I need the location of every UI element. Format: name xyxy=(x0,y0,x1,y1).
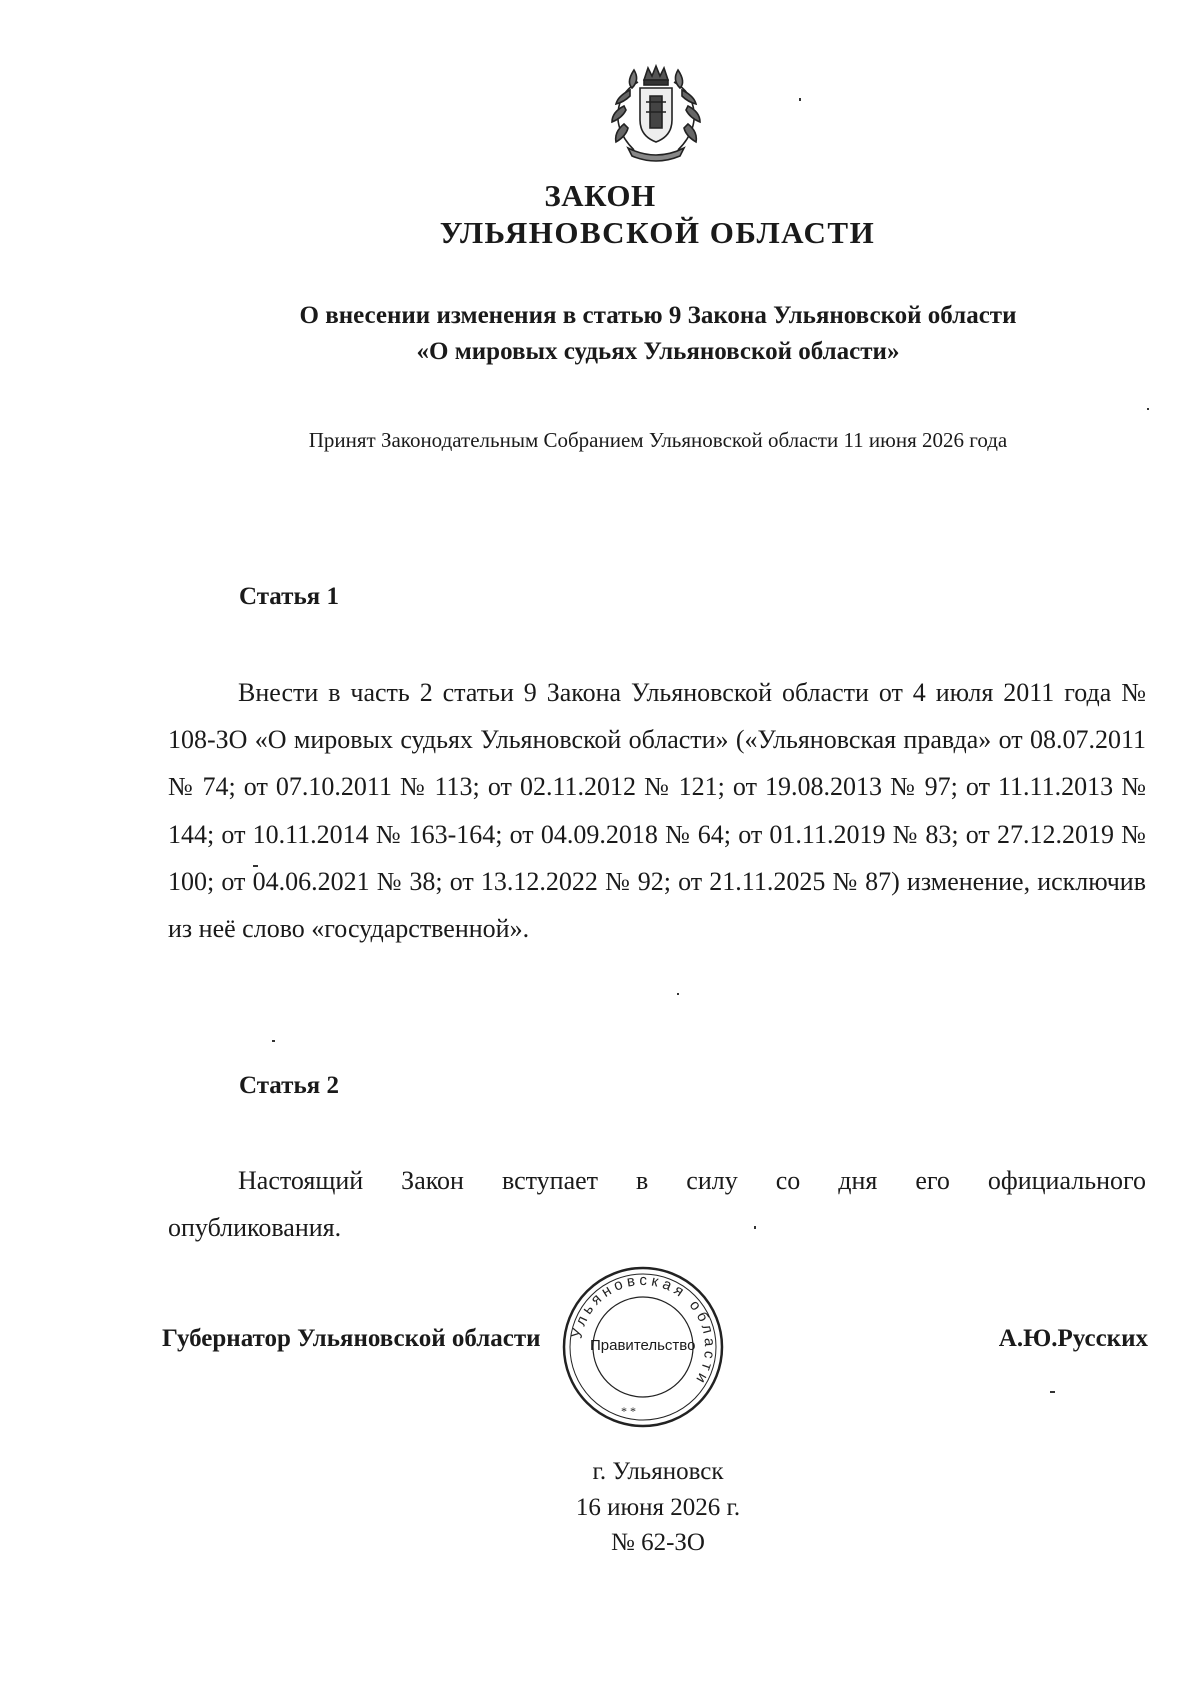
article2-text-line1: Настоящий Закон вступает в силу со дня его официального xyxy=(238,1166,1146,1195)
signatory-name: А.Ю.Русских xyxy=(998,1325,1148,1352)
scan-speck xyxy=(1050,1391,1055,1393)
article1-text: Внести в часть 2 статьи 9 Закона Ульяновской области от 4 июля 2011 года № 108-ЗО «О мировых судьях Ульяновской области» («Ульяновская правда» от 08.07.2011 № 74; от 07.10.2011 № 113; от 02.11.2012 № 121; от 19.08.2013 № 97; от 11.11.2013 № 144; от 10.11.2014 № 163-164; от 04.09.2018 № 64; от 01.11.2019 № 83; от 27.12.2019 № 100; от 04.06.2021 № 38; от 13.12.2022 № 92; от 21.11.2025 № 87) изменение, исключив из неё слово «государственной». xyxy=(168,678,1146,944)
scan-speck xyxy=(754,1226,756,1229)
coat-of-arms-icon xyxy=(590,62,722,164)
document-title-region: УЛЬЯНОВСКОЙ ОБЛАСТИ xyxy=(439,215,876,250)
svg-text:* *: * * xyxy=(621,1404,636,1418)
place-of-signing: г. Ульяновск xyxy=(592,1458,724,1485)
signatory-position: Губернатор Ульяновской области xyxy=(162,1325,541,1352)
scan-speck xyxy=(272,1040,275,1042)
law-number: № 62-ЗО xyxy=(610,1529,705,1556)
adoption-note: Принят Законодательным Собранием Ульяновской области 11 июня 2026 года xyxy=(308,428,1008,452)
law-title-line2: «О мировых судьях Ульяновской области» xyxy=(416,338,900,365)
signing-date: 16 июня 2026 г. xyxy=(575,1494,741,1521)
article2-text-line2: опубликования. xyxy=(168,1213,342,1243)
scan-speck xyxy=(799,98,801,101)
document-title: ЗАКОН xyxy=(544,178,656,213)
scan-speck xyxy=(253,865,258,867)
seal-ring-text: Ульяновская области xyxy=(568,1271,719,1390)
seal-center-text: Правительство xyxy=(590,1337,696,1354)
article1-heading: Статья 1 xyxy=(239,583,339,610)
scan-speck xyxy=(677,993,679,995)
scan-speck xyxy=(1147,408,1149,410)
article2-text xyxy=(168,1157,1146,1251)
article2-heading: Статья 2 xyxy=(239,1072,339,1099)
law-title-line1: О внесении изменения в статью 9 Закона Ульяновской области xyxy=(299,302,1017,329)
